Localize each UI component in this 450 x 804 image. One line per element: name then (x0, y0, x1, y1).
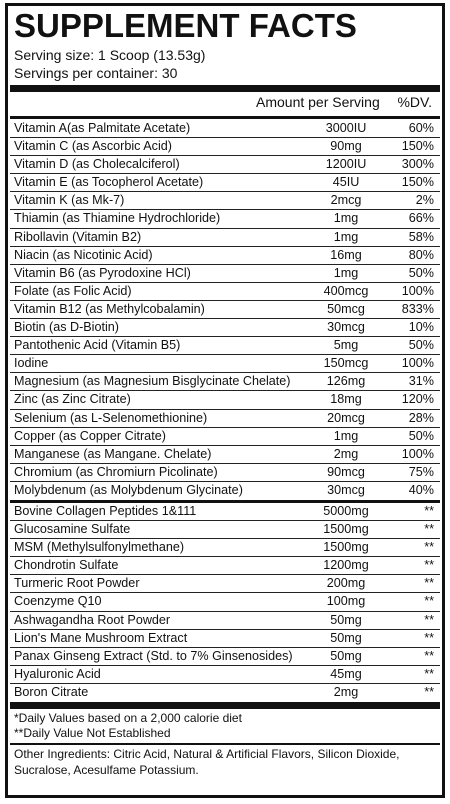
ingredient-dv: 28% (408, 410, 434, 425)
ingredient-name: Ribollavin (Vitamin B2) (14, 229, 142, 244)
ingredient-dv: 31% (408, 374, 434, 389)
ingredient-row (10, 684, 440, 702)
ingredient-amount: 50mg (330, 630, 362, 645)
ingredient-amount: 90mg (330, 139, 362, 154)
vitamin-row (10, 229, 440, 247)
vitamin-row (10, 156, 440, 174)
ingredient-name: Vitamin E (as Tocopherol Acetate) (14, 175, 204, 190)
ingredient-dv: 80% (408, 247, 434, 262)
ingredient-dv: 100% (401, 283, 434, 298)
ingredient-name: Vitamin K (as Mk-7) (14, 193, 125, 208)
vitamin-row (10, 192, 440, 210)
vitamin-row (10, 247, 440, 265)
ingredient-amount: 1200mg (323, 558, 369, 573)
ingredient-amount: 2mcg (330, 193, 362, 208)
ingredient-dv: ** (424, 684, 434, 699)
ingredient-dv: 58% (408, 229, 434, 244)
ingredient-amount: 45mg (330, 666, 362, 681)
ingredient-dv: 50% (408, 265, 434, 280)
ingredient-amount: 30mcg (327, 320, 365, 335)
ingredient-amount: 45IU (332, 175, 360, 190)
ingredient-amount: 50mg (330, 612, 362, 627)
ingredient-amount: 1200IU (325, 157, 367, 172)
ingredient-dv: ** (424, 558, 434, 573)
ingredient-name: Molybdenum (as Molybdenum Glycinate) (14, 482, 243, 497)
ingredient-dv: ** (424, 612, 434, 627)
panel-title: SUPPLEMENT FACTS (14, 7, 357, 44)
daily-value-header: %DV. (397, 94, 432, 110)
ingredient-row (10, 539, 440, 557)
ingredient-name: Vitamin C (as Ascorbic Acid) (14, 139, 172, 154)
ingredient-dv: 120% (401, 392, 434, 407)
ingredient-name: Turmeric Root Powder (14, 576, 140, 591)
ingredient-amount: 2mg (333, 684, 359, 699)
vitamin-row (10, 283, 440, 301)
amount-per-serving-header: Amount per Serving (256, 94, 380, 110)
ingredient-name: Ashwagandha Root Powder (14, 612, 171, 627)
ingredient-name: Copper (as Copper Citrate) (14, 428, 166, 443)
ingredient-dv: 66% (408, 211, 434, 226)
ingredient-amount: 1mg (333, 428, 359, 443)
footnote-divider (10, 743, 440, 745)
vitamin-row (10, 337, 440, 355)
ingredient-name: Coenzyme Q10 (14, 594, 102, 609)
ingredient-name: Manganese (as Mangane. Chelate) (14, 446, 212, 461)
ingredient-name: Biotin (as D-Biotin) (14, 320, 119, 335)
ingredient-dv: 100% (401, 356, 434, 371)
ingredient-amount: 1mg (333, 229, 359, 244)
ingredient-dv: 50% (408, 338, 434, 353)
ingredient-row (10, 612, 440, 630)
ingredient-amount: 3000IU (325, 121, 367, 135)
ingredient-dv: 150% (401, 139, 434, 154)
ingredient-dv: ** (424, 504, 434, 518)
ingredient-amount: 50mcg (327, 301, 365, 316)
ingredient-amount: 90mcg (327, 464, 365, 479)
ingredient-amount: 2mg (333, 446, 359, 461)
ingredient-amount: 1500mg (323, 522, 369, 537)
ingredient-amount: 200mg (326, 576, 366, 591)
other-ingredients-text: Other Ingredients: Citric Acid, Natural & Artificial Flavors, Silicon Dioxide, Sucralose, Acesulfame Potassium. (14, 747, 400, 777)
ingredient-row (10, 630, 440, 648)
thick-divider-top (10, 85, 440, 92)
ingredient-amount: 1mg (333, 211, 359, 226)
ingredient-name: Iodine (14, 356, 49, 371)
ingredient-row (10, 503, 440, 521)
ingredient-dv: ** (424, 576, 434, 591)
ingredient-amount: 50mg (330, 648, 362, 663)
vitamin-row (10, 391, 440, 409)
ingredient-name: Boron Citrate (14, 684, 89, 699)
ingredient-name: Lion's Mane Mushroom Extract (14, 630, 188, 645)
ingredient-name: Bovine Collagen Peptides 1&111 (14, 504, 197, 518)
ingredient-name: Vitamin B6 (as Pyrodoxine HCl) (14, 265, 191, 280)
supplement-facts-panel (5, 3, 445, 798)
ingredient-name: Vitamin D (as Cholecalciferol) (14, 157, 180, 172)
ingredient-row (10, 557, 440, 575)
ingredient-name: Chondrotin Sulfate (14, 558, 119, 573)
ingredient-dv: ** (424, 648, 434, 663)
ingredient-dv: 60% (408, 121, 434, 135)
ingredient-dv: 150% (401, 175, 434, 190)
ingredient-name: Hyaluronic Acid (14, 666, 101, 681)
vitamin-row (10, 355, 440, 373)
ingredient-dv: 50% (408, 428, 434, 443)
ingredient-row (10, 648, 440, 666)
ingredient-amount: 1500mg (323, 540, 369, 555)
ingredient-dv: 2% (415, 193, 434, 208)
not-established-footnote: **Daily Value Not Established (14, 726, 171, 740)
vitamin-row (10, 319, 440, 337)
vitamin-row (10, 464, 440, 482)
ingredient-dv: ** (424, 540, 434, 555)
ingredient-name: MSM (Methylsulfonylmethane) (14, 540, 185, 555)
vitamin-row (10, 265, 440, 283)
ingredient-name: Folate (as Folic Acid) (14, 283, 132, 298)
ingredient-name: Vitamin B12 (as Methylcobalamin) (14, 301, 205, 316)
ingredient-name: Thiamin (as Thiamine Hydrochloride) (14, 211, 221, 226)
ingredient-amount: 18mg (330, 392, 362, 407)
ingredient-name: Pantothenic Acid (Vitamin B5) (14, 338, 181, 353)
vitamin-row (10, 210, 440, 228)
vitamin-row (10, 482, 440, 500)
vitamin-row (10, 301, 440, 319)
vitamins-table (10, 120, 440, 500)
vitamin-row (10, 138, 440, 156)
ingredient-amount: 30mcg (327, 482, 365, 497)
thick-divider-bottom (10, 702, 440, 709)
ingredient-name: Glucosamine Sulfate (14, 522, 131, 537)
ingredient-row (10, 521, 440, 539)
ingredient-dv: 100% (401, 446, 434, 461)
ingredient-row (10, 666, 440, 684)
vitamin-row (10, 446, 440, 464)
vitamin-row (10, 174, 440, 192)
ingredient-dv: ** (424, 594, 434, 609)
ingredient-amount: 126mg (326, 374, 366, 389)
ingredient-name: Panax Ginseng Extract (Std. to 7% Ginsenosides) (14, 648, 293, 663)
ingredient-amount: 1mg (333, 265, 359, 280)
ingredient-dv: 75% (408, 464, 434, 479)
daily-values-footnote: *Daily Values based on a 2,000 calorie diet (14, 711, 242, 725)
ingredient-amount: 150mcg (323, 356, 369, 371)
ingredient-amount: 5000mg (323, 504, 369, 518)
ingredient-dv: ** (424, 630, 434, 645)
header-divider (10, 116, 440, 119)
ingredient-name: Selenium (as L-Selenomethionine) (14, 410, 208, 425)
serving-size: Serving size: 1 Scoop (13.53g) (14, 47, 206, 63)
ingredient-name: Chromium (as Chromiurn Picolinate) (14, 464, 218, 479)
servings-per-container: Servings per container: 30 (14, 65, 178, 81)
ingredient-name: Magnesium (as Magnesium Bisglycinate Chelate) (14, 374, 291, 389)
ingredient-row (10, 593, 440, 611)
ingredient-dv: ** (424, 522, 434, 537)
ingredient-amount: 5mg (333, 338, 359, 353)
ingredient-amount: 20mcg (327, 410, 365, 425)
ingredient-name: Vitamin A(as Palmitate Acetate) (14, 121, 191, 135)
vitamin-row (10, 410, 440, 428)
other-ingredients-table (10, 503, 440, 702)
ingredient-name: Niacin (as Nicotinic Acid) (14, 247, 153, 262)
ingredient-dv: ** (424, 666, 434, 681)
vitamin-row (10, 373, 440, 391)
ingredient-dv: 40% (408, 482, 434, 497)
ingredient-amount: 16mg (330, 247, 362, 262)
ingredient-amount: 100mg (326, 594, 366, 609)
ingredient-amount: 400mcg (323, 283, 369, 298)
ingredient-row (10, 575, 440, 593)
ingredient-dv: 833% (401, 301, 434, 316)
vitamin-row (10, 120, 440, 138)
ingredient-dv: 10% (408, 320, 434, 335)
ingredient-name: Zinc (as Zinc Citrate) (14, 392, 131, 407)
ingredient-dv: 300% (401, 157, 434, 172)
vitamin-row (10, 428, 440, 446)
